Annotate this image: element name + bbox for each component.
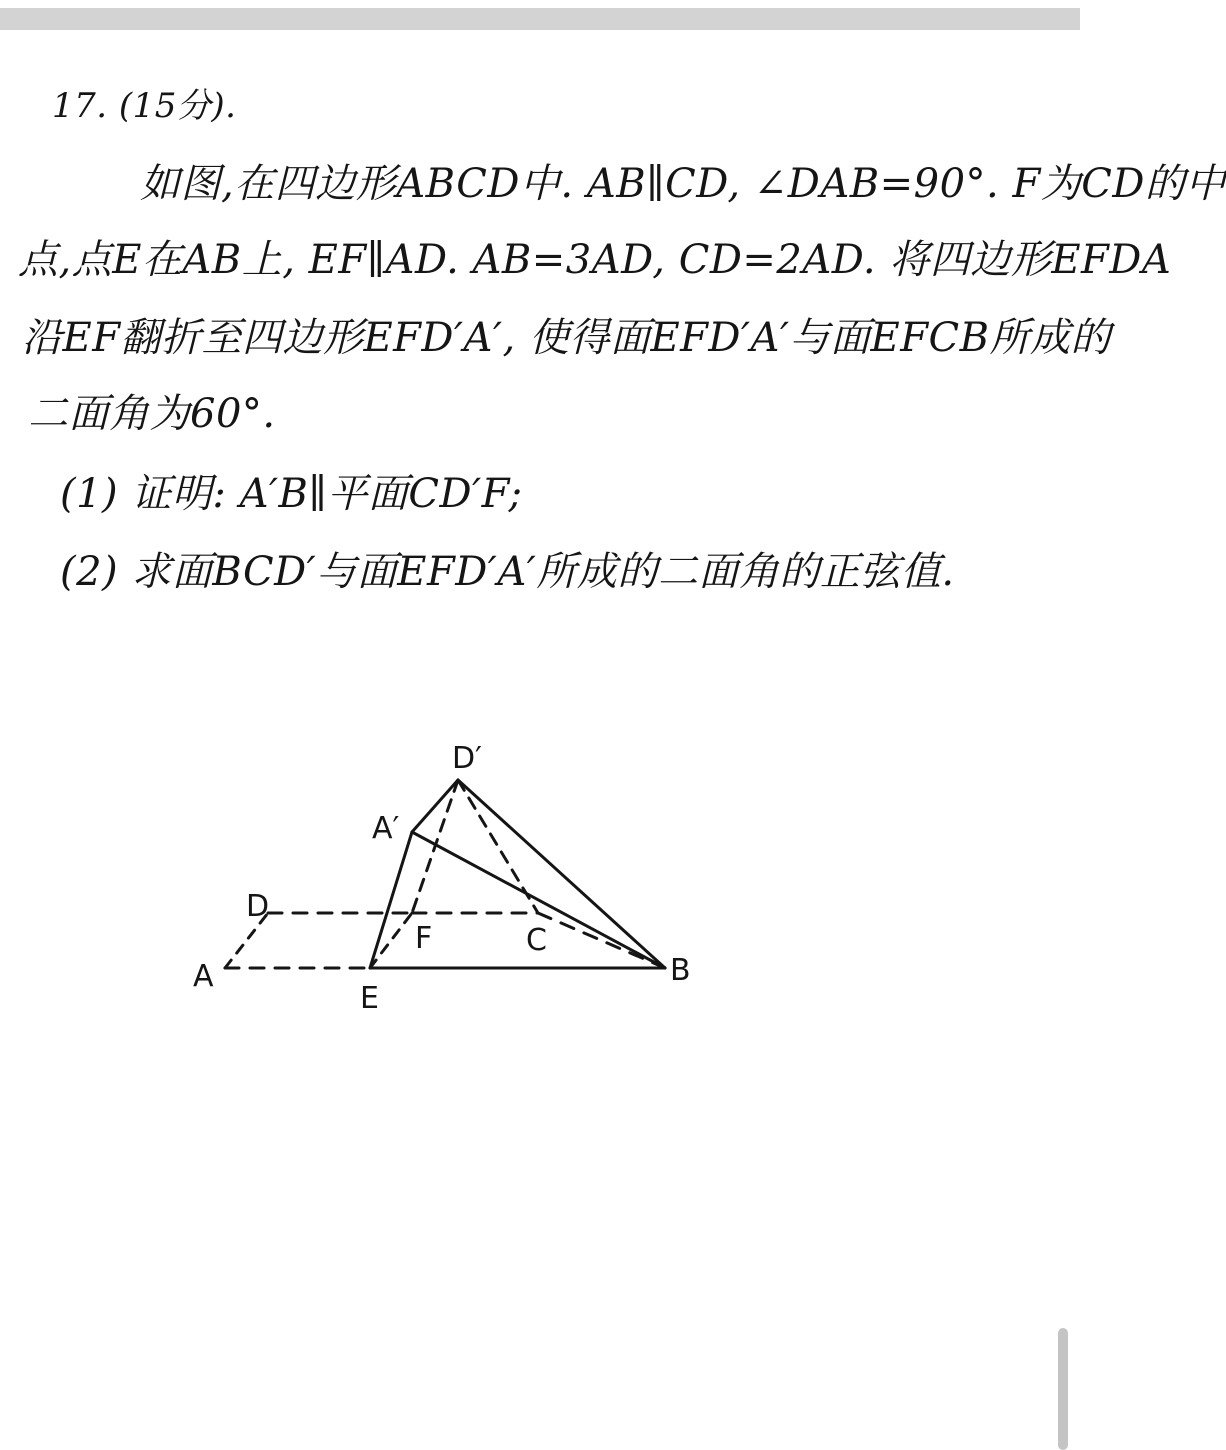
label-D: D	[246, 889, 270, 924]
geometry-figure	[160, 720, 760, 1050]
problem-line-4: 二面角为60°.	[28, 391, 276, 437]
label-D-prime: D′	[452, 741, 482, 776]
question-2: (2) 求面BCD′与面EFD′A′所成的二面角的正弦值.	[60, 549, 955, 595]
label-E: E	[360, 981, 379, 1016]
edge-E-Aprime	[370, 832, 412, 968]
scrollbar-thumb[interactable]	[1058, 1328, 1068, 1450]
edge-E-F	[370, 913, 412, 968]
edge-Dprime-F	[412, 780, 458, 913]
figure-svg	[160, 720, 760, 1050]
problem-line-2: 点,点E在AB上, EF∥AD. AB=3AD, CD=2AD. 将四边形EFDA	[18, 237, 1172, 283]
label-C: C	[526, 923, 547, 958]
problem-line-1: 如图,在四边形ABCD中. AB∥CD, ∠DAB=90°. F为CD的中	[140, 161, 1226, 207]
label-A-prime: A′	[372, 811, 400, 846]
edge-C-B	[538, 913, 665, 968]
question-1: (1) 证明: A′B∥平面CD′F;	[60, 471, 523, 517]
edge-Aprime-Dprime	[412, 780, 458, 832]
label-B: B	[670, 953, 691, 988]
label-A: A	[193, 959, 214, 994]
problem-line-3: 沿EF翻折至四边形EFD′A′, 使得面EFD′A′与面EFCB所成的	[22, 315, 1111, 361]
problem-header: 17. (15分).	[52, 86, 237, 126]
label-F: F	[415, 921, 433, 956]
